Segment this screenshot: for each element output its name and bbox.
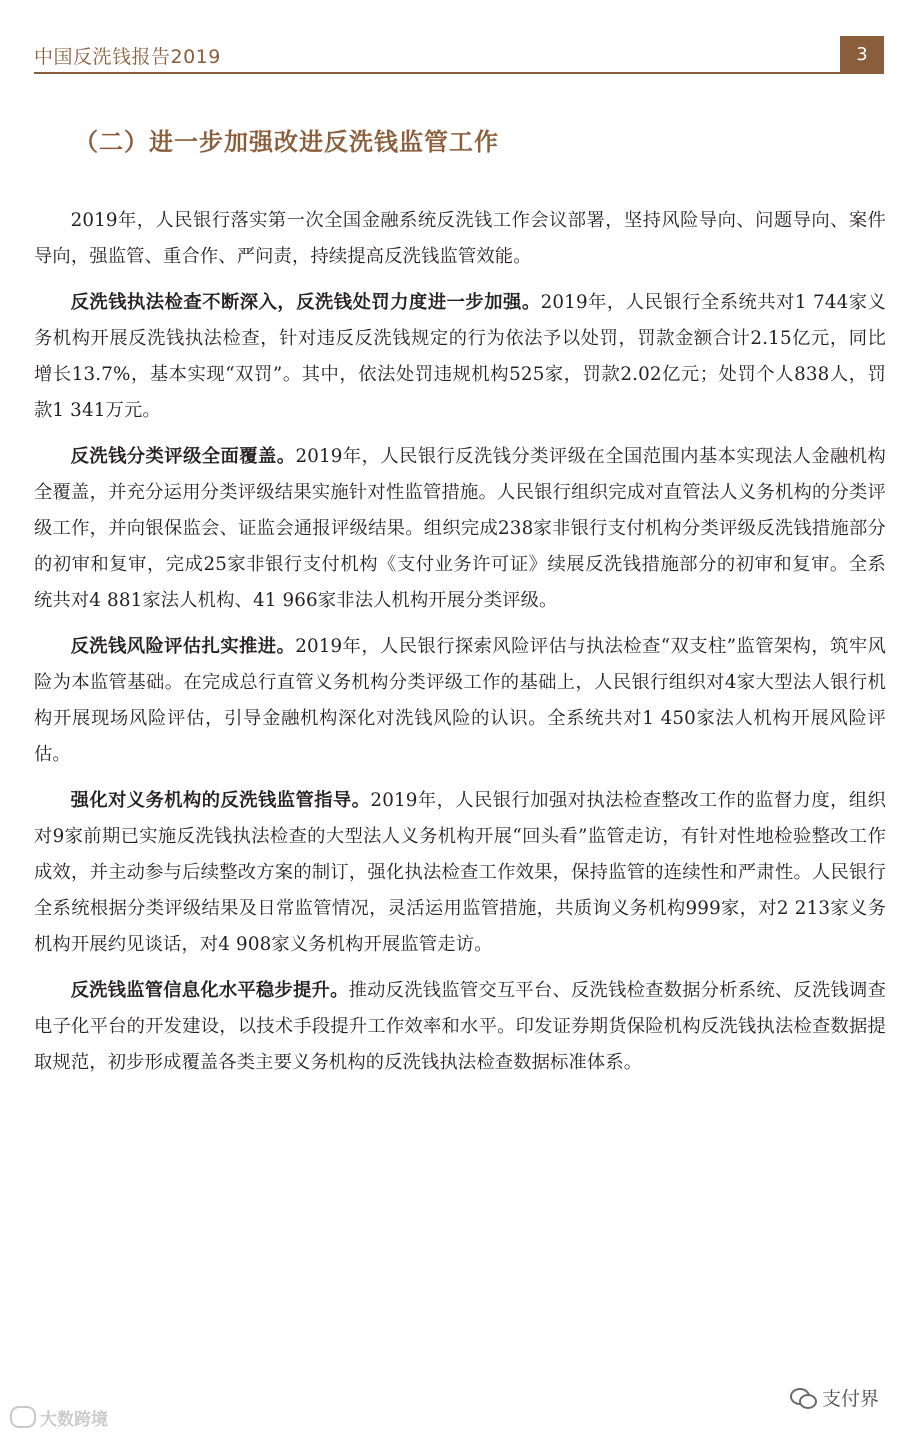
page-header (34, 36, 884, 74)
paragraph-lead: 强化对义务机构的反洗钱监管指导。 (70, 790, 371, 811)
cloud-logo-icon (10, 1406, 36, 1428)
paragraph-lead: 反洗钱监管信息化水平稳步提升。 (70, 980, 349, 1001)
wechat-icon (790, 1388, 816, 1408)
paragraph-risk-assessment: 反洗钱风险评估扎实推进。2019年，人民银行探索风险评估与执法检查“双支柱”监管架构，筑牢风险为本监管基础。在完成总行直管义务机构分类评级工作的基础上，人民银行组织对4家大型法人银行机构开展现场风险评估，引导金融机构深化对洗钱风险的认识。全系统共对1 450家法人机构开展风险评估。 (34, 636, 886, 765)
paragraph-lead: 反洗钱分类评级全面覆盖。 (70, 446, 296, 467)
report-title: 中国反洗钱报告2019 (34, 46, 221, 68)
page-number: 3 (840, 36, 884, 74)
paragraph-guidance: 强化对义务机构的反洗钱监管指导。2019年，人民银行加强对执法检查整改工作的监督力度，组织对9家前期已实施反洗钱执法检查的大型法人义务机构开展“回头看”监管走访，有针对性地检验整改工作成效，并主动参与后续整改方案的制订，强化执法检查工作效果，保持监管的连续性和严肃性。人民银行全系统根据分类评级结果及日常监管情况，灵活运用监管措施，共质询义务机构999家，对2 213家义务机构开展约见谈话，对4 908家义务机构开展监管走访。 (34, 790, 887, 955)
paragraph-lead: 反洗钱执法检查不断深入，反洗钱处罚力度进一步加强。 (70, 292, 541, 313)
watermark-left: 大数跨境 (10, 1405, 108, 1430)
paragraph-enforcement: 反洗钱执法检查不断深入，反洗钱处罚力度进一步加强。2019年，人民银行全系统共对1 744家义务机构开展反洗钱执法检查，针对违反反洗钱规定的行为依法予以处罚，罚款金额合计2.15亿元，同比增长13.7%，基本实现“双罚”。其中，依法处罚违规机构525家，罚款2.02亿元；处罚个人838人，罚款1 341万元。 (34, 292, 886, 421)
paragraph-intro: 2019年，人民银行落实第一次全国金融系统反洗钱工作会议部署，坚持风险导向、问题导向、案件导向，强监管、重合作、严问责，持续提高反洗钱监管效能。 (34, 210, 886, 267)
paragraph-rating: 反洗钱分类评级全面覆盖。2019年，人民银行反洗钱分类评级在全国范围内基本实现法人金融机构全覆盖，并充分运用分类评级结果实施针对性监管措施。人民银行组织完成对直管法人义务机构的分类评级工作，并向银保监会、证监会通报评级结果。组织完成238家非银行支付机构分类评级反洗钱措施部分的初审和复审，完成25家非银行支付机构《支付业务许可证》续展反洗钱措施部分的初审和复审。全系统共对4 881家法人机构、41 966家非法人机构开展分类评级。 (34, 446, 886, 611)
watermark-right: 支付界 (790, 1384, 879, 1411)
paragraph-lead: 反洗钱风险评估扎实推进。 (70, 636, 296, 657)
header-rule (34, 72, 840, 74)
body-text (34, 203, 886, 1091)
paragraph-informatization: 反洗钱监管信息化水平稳步提升。推动反洗钱监管交互平台、反洗钱检查数据分析系统、反洗钱调查电子化平台的开发建设，以技术手段提升工作效率和水平。印发证券期货保险机构反洗钱执法检查数据提取规范，初步形成覆盖各类主要义务机构的反洗钱执法检查数据标准体系。 (34, 980, 886, 1073)
section-heading: （二）进一步加强改进反洗钱监管工作 (74, 128, 499, 156)
